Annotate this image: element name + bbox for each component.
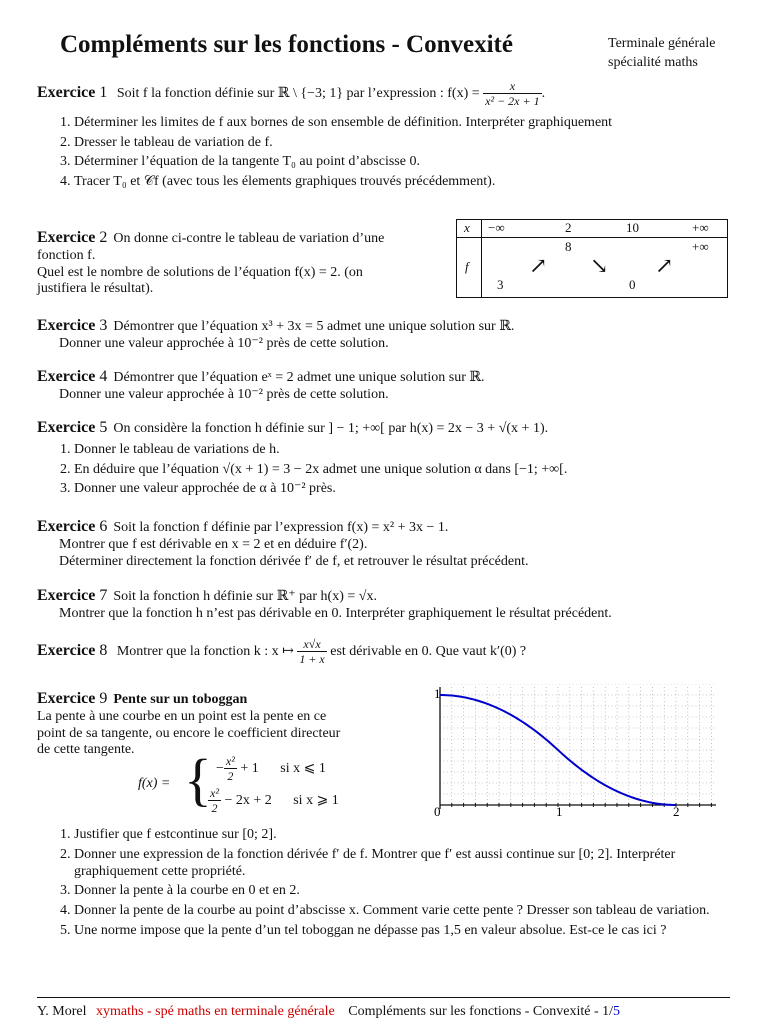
footer-site-link[interactable]: xymaths - spé maths en terminale générale	[96, 1004, 335, 1019]
question-item: 3. Donner une valeur approchée de α à 10⁻² près.	[74, 481, 737, 498]
exercise-label: Exercice 1	[37, 84, 108, 102]
fraction: $\frac{x}{\text{x² − 2x + 1}}$	[485, 79, 540, 109]
question-list	[37, 442, 737, 498]
exercise-label: Exercice 7	[37, 587, 108, 604]
question-item: 3. Donner la pente à la courbe en 0 et en 2.	[74, 883, 717, 900]
subtitle-line: spécialité maths	[608, 55, 698, 70]
exercise-text: Soit la fonction h définie sur ℝ⁺ par h(x) = √x.	[113, 589, 377, 604]
table-f-value: 8	[565, 239, 572, 254]
case-2: $\frac{\text{x²}}{2}$ − 2x + 2 si x ⩾ 1	[210, 786, 339, 816]
footer-page-total-link[interactable]: 5	[613, 1004, 621, 1019]
page-subtitle	[608, 34, 715, 72]
exercise-title: Pente sur un toboggan	[113, 692, 248, 707]
case-1: − $\frac{\text{x²}}{2}$ + 1 si x ⩽ 1	[216, 754, 326, 784]
question-item: 4. Donner la pente de la courbe au point d’abscisse x. Comment varie cette pente ? Dresser son tableau de variation.	[74, 903, 717, 920]
question-item: 3. Déterminer l’équation de la tangente T₀ au point d’abscisse 0.	[74, 154, 737, 171]
exercise-8	[37, 637, 737, 667]
arrow-down-icon: ↘	[590, 253, 609, 278]
exercise-text: Montrer que la fonction k : x ↦	[116, 644, 294, 660]
exercise-label: Exercice 6	[37, 518, 108, 535]
exercise-text: Soit la fonction f définie par l’expression f(x) = x² + 3x − 1.	[113, 520, 449, 535]
variation-table	[456, 219, 728, 298]
exercise-label: Exercice 9	[37, 690, 108, 707]
footer-rule	[37, 997, 730, 998]
table-x-value: 2	[565, 220, 572, 235]
question-list	[37, 115, 737, 191]
question-item: 5. Une norme impose que la pente d’un tel toboggan ne dépasse pas 1,5 en valeur absolue. Est-ce le cas ici ?	[74, 923, 717, 940]
footer	[37, 1004, 620, 1021]
footer-doc-title: Compléments sur les fonctions - Convexité - 1/	[348, 1004, 614, 1019]
table-x-value: −∞	[488, 220, 505, 235]
exercise-6	[37, 517, 737, 570]
question-item: 1. Justifier que f estcontinue sur [0; 2].	[74, 827, 717, 844]
table-f-value: 0	[629, 277, 636, 292]
question-item: 2. Dresser le tableau de variation de f.	[74, 135, 737, 152]
exercise-label: Exercice 3	[37, 317, 108, 334]
exercise-text: La pente à une courbe en un point est la pente en ce	[37, 708, 327, 724]
exercise-text: justifiera le résultat).	[37, 281, 154, 297]
question-list	[37, 827, 717, 940]
table-f-value: +∞	[692, 239, 709, 254]
table-f-label: f	[465, 259, 469, 274]
arrow-up-icon: ↗	[655, 253, 674, 278]
exercise-9	[37, 689, 407, 759]
exercise-text: Montrer que la fonction h n’est pas dérivable en 0. Interpréter graphiquement le résultat précédent.	[59, 605, 612, 621]
exercise-text: fonction f.	[37, 247, 96, 263]
exercise-text: est dérivable en 0. Que vaut k′(0) ?	[330, 644, 527, 660]
footer-author: Y. Morel	[37, 1004, 87, 1019]
exercise-9-questions	[37, 824, 717, 943]
exercise-text: Montrer que f est dérivable en x = 2 et en déduire f′(2).	[59, 536, 368, 552]
page-title: Compléments sur les fonctions - Convexité	[60, 31, 513, 58]
exercise-label: Exercice 4	[37, 368, 108, 385]
exercise-text: de cette tangente.	[37, 742, 135, 758]
exercise-label: Exercice 5	[37, 419, 108, 436]
subtitle-line: Terminale générale	[608, 36, 716, 51]
exercise-text: On donne ci-contre le tableau de variation d’une	[113, 231, 385, 246]
question-item: 1. Déterminer les limites de f aux bornes de son ensemble de définition. Interpréter graphiquement	[74, 115, 737, 132]
exercise-text: Donner une valeur approchée à 10⁻² près de cette solution.	[59, 335, 389, 351]
exercise-2	[37, 228, 447, 298]
piecewise-definition	[138, 747, 378, 820]
exercise-3	[37, 316, 737, 353]
question-item: 4. Tracer T₀ et 𝒞f (avec tous les élements graphiques trouvés précédemment).	[74, 174, 737, 191]
exercise-label: Exercice 8	[37, 642, 108, 660]
exercise-intro: Soit f la fonction définie sur ℝ \ {−3; 1} par l’expression : f(x) =	[116, 86, 480, 102]
table-divider	[481, 220, 482, 297]
exercise-label: Exercice 2	[37, 229, 108, 246]
table-x-label: x	[464, 220, 470, 235]
x-tick-label: 1	[556, 804, 563, 819]
y-tick-label: 1	[434, 686, 441, 701]
table-f-value: 3	[497, 277, 504, 292]
table-x-value: +∞	[692, 220, 709, 235]
exercise-text: Donner une valeur approchée à 10⁻² près de cette solution.	[59, 386, 389, 402]
exercise-1: Exercice 1 Soit f la fonction définie sur ℝ \ {−3; 1} par l’expression : f(x) = $\frac{x}{\text{x² − 2x + 1}}$ . 1. Déterminer les limites de f aux bornes de son ensemble de définition. Interpréter graphiquement 2. Dresser le tableau de variation de f. 3. Déterminer l’équation de la tangente T₀ au point d’abscisse 0. 4. Tracer T₀ et 𝒞f (avec tous les élements graphiques trouvés précédemment).	[37, 79, 737, 194]
table-x-value: 10	[626, 220, 639, 235]
exercise-4	[37, 367, 737, 404]
question-item: 2. Donner une expression de la fonction dérivée f′ de f. Montrer que f′ est aussi continue sur [0; 2]. Interpréter graphiquement cette propriété.	[74, 847, 717, 881]
fraction: $\frac{x√x}{1 + x}$	[299, 637, 325, 667]
question-item: 2. En déduire que l’équation √(x + 1) = 3 − 2x admet une unique solution α dans [−1; +∞[.	[74, 462, 737, 479]
brace: {	[184, 747, 212, 812]
exercise-text: Déterminer directement la fonction dérivée f′ de f, et retrouver le résultat précédent.	[59, 553, 529, 569]
exercise-5	[37, 418, 737, 501]
x-tick-label: 2	[673, 804, 680, 819]
exercise-text: point de sa tangente, ou encore le coefficient directeur	[37, 725, 341, 741]
exercise-7	[37, 586, 737, 623]
toboggan-graph	[428, 684, 720, 820]
exercise-text: Démontrer que l’équation x³ + 3x = 5 admet une unique solution sur ℝ.	[113, 319, 515, 334]
question-item: 1. Donner le tableau de variations de h.	[74, 442, 737, 459]
x-tick-label: 0	[434, 804, 441, 819]
function-name: f(x) =	[138, 776, 171, 791]
exercise-text: Quel est le nombre de solutions de l’équation f(x) = 2. (on	[37, 264, 363, 280]
exercise-text: Démontrer que l’équation eˣ = 2 admet une unique solution sur ℝ.	[113, 370, 485, 385]
arrow-up-icon: ↗	[529, 253, 548, 278]
exercise-intro: On considère la fonction h définie sur ] − 1; +∞[ par h(x) = 2x − 3 + √(x + 1).	[113, 421, 549, 436]
